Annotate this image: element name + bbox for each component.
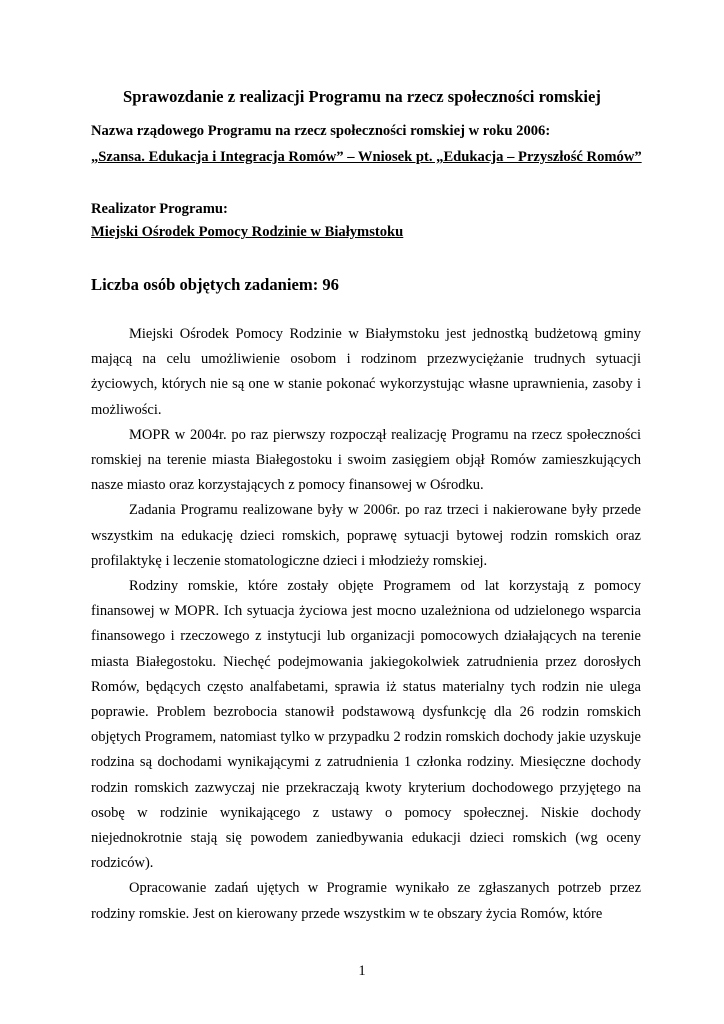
program-subtitle: „Szansa. Edukacja i Integracja Romów” – Wniosek pt. „Edukacja – Przyszłość Romów” [91,149,642,165]
paragraph-5: Opracowanie zadań ujętych w Programie wynikało ze zgłaszanych potrzeb przez rodziny romskie. Jest on kierowany przede wszystkim w te obszary życia Romów, które [91,880,641,922]
body-text [91,322,641,927]
realizator-name: Miejski Ośrodek Pomocy Rodzinie w Białymstoku [91,224,404,240]
page-number: 1 [358,963,366,979]
paragraph-4: Rodziny romskie, które zostały objęte Programem od lat korzystają z pomocy finansowej w MOPR. Ich sytuacja życiowa jest mocno uzależniona od udzielonego wsparcia finansowego i rzeczowego z instytucji lub organizacji pomocowych działających na terenie miasta Białegostoku. Niechęć podejmowania jakiegokolwiek zatrudnienia przez dorosłych Romów, będących często analfabetami, sprawia iż status materialny tych rodzin nie ulega poprawie. Problem bezrobocia stanowił podstawową dysfunkcję dla 26 rodzin romskich objętych Programem, natomiast tylko w przypadku 2 rodzin romskich dochody jakie uzyskuje rodzina są dochodami wynikającymi z zatrudnienia 1 członka rodziny. Miesięczne dochody rodzin romskich zazwyczaj nie przekraczają kwoty kryterium dochodowego przyjętego na osobę w rodzinie wynikającego z ustawy o pomocy społecznej. Niskie dochody niejednokrotnie stają się powodem zaniedbywania edukacji dzieci romskich (wg oceny rodziców). [91,578,641,872]
document-title: Sprawozdanie z realizacji Programu na rzecz społeczności romskiej [123,87,601,106]
paragraph-2: MOPR w 2004r. po raz pierwszy rozpoczął realizację Programu na rzecz społeczności romskiej na terenie miasta Białegostoku i swoim zasięgiem objął Romów zamieszkujących nasze miasto oraz korzystających z pomocy finansowej w Ośrodku. [91,426,641,494]
paragraph-3: Zadania Programu realizowane były w 2006r. po raz trzeci i nakierowane były przede wszystkim na edukację dzieci romskich, poprawę sytuacji bytowej rodzin romskich oraz profilaktykę i leczenie stomatologiczne dzieci i młodzieży romskiej. [91,502,641,569]
paragraph-1: Miejski Ośrodek Pomocy Rodzinie w Białymstoku jest jednostką budżetową gminy mającą na celu umożliwienie osobom i rodzinom przezwyciężanie trudnych sytuacji życiowych, których nie są one w stanie pokonać wykorzystując własne uprawnienia, zasoby i możliwości. [91,326,641,418]
participants-count: Liczba osób objętych zadaniem: 96 [91,275,339,294]
program-name-label: Nazwa rządowego Programu na rzecz społeczności romskiej w roku 2006: [91,123,551,139]
realizator-label: Realizator Programu: [91,201,228,217]
